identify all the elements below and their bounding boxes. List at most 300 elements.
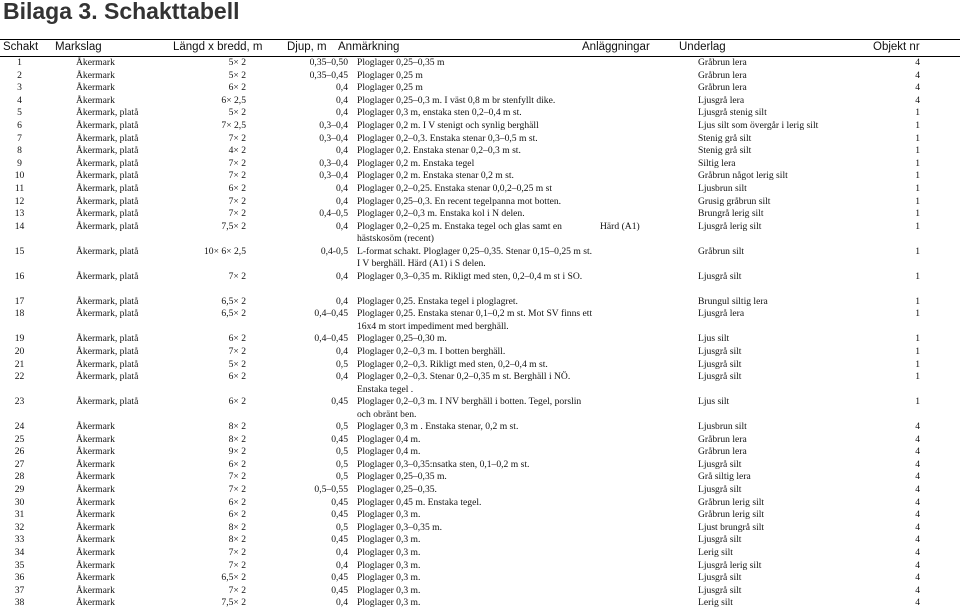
table-row — [0, 271, 960, 296]
row-djup: 0,45 — [331, 396, 348, 408]
row-number: 10 — [14, 170, 25, 182]
row-markslag: Åkermark — [76, 471, 115, 483]
row-markslag: Åkermark — [76, 509, 115, 521]
row-underlag: Ljusgrå silt — [698, 358, 742, 370]
header-objekt: Objekt nr — [873, 41, 920, 53]
row-langd: 6,5× 2 — [221, 572, 246, 584]
table-row — [0, 572, 960, 585]
row-markslag: Åkermark — [76, 69, 115, 81]
row-anmarkning: Ploglager 0,2–0,25. Enstaka stenar 0,0,2–0,25 m st — [357, 182, 553, 194]
row-djup: 0,5 — [336, 471, 348, 483]
row-objekt: 1 — [915, 345, 920, 357]
row-markslag: Åkermark, platå — [76, 308, 139, 320]
row-underlag: Ljusgrå lera — [698, 308, 745, 320]
row-djup: 0,5 — [336, 521, 348, 533]
row-markslag: Åkermark, platå — [76, 270, 139, 282]
row-anmarkning: Ploglager 0,4 m. — [357, 433, 421, 445]
row-anmarkning: Ploglager 0,3 m. — [357, 597, 421, 609]
row-langd: 6× 2 — [228, 509, 246, 521]
row-djup: 0,4 — [336, 270, 348, 282]
row-underlag: Ljusgrå silt — [698, 345, 742, 357]
row-anmarkning: Ploglager 0,3 m. — [357, 559, 421, 571]
table-row — [0, 346, 960, 359]
row-number: 27 — [14, 458, 25, 470]
row-langd: 7× 2 — [228, 270, 246, 282]
table-row — [0, 196, 960, 209]
row-number: 5 — [17, 107, 22, 119]
row-number: 12 — [14, 195, 25, 207]
row-langd: 7× 2 — [228, 170, 246, 182]
row-objekt: 4 — [915, 484, 920, 496]
row-langd: 7× 2 — [228, 208, 246, 220]
table-row — [0, 534, 960, 547]
row-markslag: Åkermark — [76, 484, 115, 496]
table-row — [0, 547, 960, 560]
row-langd: 6× 2 — [228, 496, 246, 508]
row-objekt: 1 — [915, 157, 920, 169]
row-markslag: Åkermark, platå — [76, 295, 139, 307]
row-djup: 0,4 — [336, 145, 348, 157]
row-number: 28 — [14, 471, 25, 483]
row-number: 22 — [14, 371, 25, 383]
row-number: 37 — [14, 584, 25, 596]
row-number: 6 — [17, 119, 22, 131]
row-anmarkning: Ploglager 0,3–0,35:nsatka sten, 0,1–0,2 m st. — [357, 458, 530, 470]
row-underlag: Ljusbrun silt — [698, 182, 747, 194]
table-row — [0, 396, 960, 421]
row-number: 30 — [14, 496, 25, 508]
table-body — [0, 57, 960, 610]
row-objekt: 4 — [915, 421, 920, 433]
row-underlag: Ljus silt — [698, 396, 730, 408]
row-djup: 0,5 — [336, 458, 348, 470]
row-number: 17 — [14, 295, 25, 307]
table-row — [0, 359, 960, 372]
row-anmarkning: Ploglager 0,3 m, enstaka sten 0,2–0,4 m st. — [357, 107, 522, 119]
row-anmarkning: Ploglager 0,25. Enstaka stenar 0,1–0,2 m st. Mot SV finns ett 16x4 m stort impediment med berghäll. — [357, 308, 593, 332]
row-markslag: Åkermark — [76, 82, 115, 94]
row-objekt: 4 — [915, 572, 920, 584]
header-anlaggningar: Anläggningar — [582, 41, 650, 53]
row-anmarkning: Ploglager 0,45 m. Enstaka tegel. — [357, 496, 482, 508]
row-langd: 6× 2,5 — [221, 94, 246, 106]
row-djup: 0,4 — [336, 547, 348, 559]
row-djup: 0,3–0,4 — [319, 157, 348, 169]
row-underlag: Lerig silt — [698, 547, 733, 559]
row-markslag: Åkermark — [76, 559, 115, 571]
row-markslag: Åkermark — [76, 584, 115, 596]
row-underlag: Gråbrun lera — [698, 82, 747, 94]
row-langd: 7× 2 — [228, 559, 246, 571]
row-number: 26 — [14, 446, 25, 458]
row-anmarkning: Ploglager 0,25–0,35. — [357, 484, 437, 496]
table-row — [0, 522, 960, 535]
table-row — [0, 57, 960, 70]
row-djup: 0,4–0,5 — [319, 208, 348, 220]
row-anmarkning: Ploglager 0,2–0,3 m. I botten berghäll. — [357, 345, 506, 357]
row-langd: 7× 2 — [228, 195, 246, 207]
row-markslag: Åkermark, platå — [76, 182, 139, 194]
row-anmarkning: Ploglager 0,25 m — [357, 69, 423, 81]
row-langd: 7× 2 — [228, 484, 246, 496]
row-djup: 0,4 — [336, 597, 348, 609]
row-number: 34 — [14, 547, 25, 559]
row-anmarkning: Ploglager 0,2–0,3 m. I NV berghäll i botten. Tegel, porslin och obränt ben. — [357, 396, 582, 420]
row-djup: 0,4 — [336, 182, 348, 194]
row-djup: 0,5 — [336, 446, 348, 458]
row-djup: 0,5 — [336, 358, 348, 370]
table-row — [0, 208, 960, 221]
row-underlag: Grå siltig lera — [698, 471, 751, 483]
row-langd: 6,5× 2 — [221, 295, 246, 307]
row-objekt: 1 — [915, 195, 920, 207]
row-langd: 5× 2 — [228, 57, 246, 68]
table-row — [0, 484, 960, 497]
row-markslag: Åkermark — [76, 94, 115, 106]
row-anmarkning: Ploglager 0,2 m. Enstaka stenar 0,2 m st. — [357, 170, 514, 182]
row-objekt: 4 — [915, 496, 920, 508]
row-djup: 0,4 — [336, 195, 348, 207]
row-underlag: Ljus silt — [698, 333, 730, 345]
table-row — [0, 107, 960, 120]
row-markslag: Åkermark, platå — [76, 119, 139, 131]
row-anmarkning: Ploglager 0,2–0,3. Enstaka stenar 0,3–0,5 m st. — [357, 132, 538, 144]
table-row — [0, 120, 960, 133]
row-markslag: Åkermark, platå — [76, 145, 139, 157]
table-row — [0, 221, 960, 246]
row-objekt: 4 — [915, 509, 920, 521]
row-djup: 0,4 — [336, 220, 348, 232]
row-markslag: Åkermark, platå — [76, 245, 139, 257]
row-anmarkning: Ploglager 0,2–0,3 m. Enstaka kol i N delen. — [357, 208, 525, 220]
row-langd: 6× 2 — [228, 371, 246, 383]
row-langd: 8× 2 — [228, 534, 246, 546]
row-objekt: 4 — [915, 547, 920, 559]
row-underlag: Gråbrun lera — [698, 57, 747, 68]
row-langd: 8× 2 — [228, 421, 246, 433]
row-number: 29 — [14, 484, 25, 496]
row-underlag: Ljus silt som övergår i lerig silt — [698, 119, 819, 131]
row-underlag: Ljusgrå silt — [698, 458, 742, 470]
table-row — [0, 158, 960, 171]
row-langd: 7× 2 — [228, 584, 246, 596]
row-langd: 6× 2 — [228, 182, 246, 194]
row-djup: 0,3–0,4 — [319, 132, 348, 144]
row-number: 25 — [14, 433, 25, 445]
table-row — [0, 82, 960, 95]
row-objekt: 1 — [915, 182, 920, 194]
row-objekt: 4 — [915, 559, 920, 571]
row-djup: 0,4 — [336, 371, 348, 383]
row-objekt: 1 — [915, 220, 920, 232]
row-langd: 4× 2 — [228, 145, 246, 157]
row-objekt: 4 — [915, 57, 920, 68]
row-number: 9 — [17, 157, 22, 169]
row-underlag: Ljusgrå lerig silt — [698, 559, 762, 571]
row-anmarkning: Ploglager 0,2 m. I V stenigt och synlig berghäll — [357, 119, 539, 131]
row-markslag: Åkermark — [76, 421, 115, 433]
row-markslag: Åkermark — [76, 458, 115, 470]
row-anmarkning: Ploglager 0,25–0,35 m — [357, 57, 445, 68]
row-langd: 7,5× 2 — [221, 220, 246, 232]
row-number: 2 — [17, 69, 22, 81]
row-djup: 0,5 — [336, 421, 348, 433]
row-anmarkning: Ploglager 0,2–0,3. Stenar 0,2–0,35 m st. Berghäll i NÖ. Enstaka tegel . — [357, 371, 571, 395]
row-djup: 0,4 — [336, 82, 348, 94]
row-anmarkning: Ploglager 0,3 m . Enstaka stenar, 0,2 m st. — [357, 421, 519, 433]
row-objekt: 4 — [915, 94, 920, 106]
row-underlag: Ljust brungrå silt — [698, 521, 765, 533]
row-underlag: Stenig grå silt — [698, 145, 752, 157]
row-objekt: 1 — [915, 396, 920, 408]
row-langd: 9× 2 — [228, 446, 246, 458]
row-number: 35 — [14, 559, 25, 571]
row-djup: 0,35–0,50 — [309, 57, 348, 68]
row-objekt: 1 — [915, 308, 920, 320]
row-anmarkning: Ploglager 0,25–0,3 m. I väst 0,8 m br stenfyllt dike. — [357, 94, 556, 106]
row-objekt: 4 — [915, 69, 920, 81]
row-langd: 7× 2 — [228, 547, 246, 559]
row-langd: 7× 2 — [228, 471, 246, 483]
table-row — [0, 371, 960, 396]
row-djup: 0,45 — [331, 509, 348, 521]
row-underlag: Ljusgrå silt — [698, 371, 742, 383]
row-anmarkning: Ploglager 0,2 m. Enstaka tegel — [357, 157, 475, 169]
table-row — [0, 497, 960, 510]
row-underlag: Grusig gråbrun silt — [698, 195, 771, 207]
row-objekt: 1 — [915, 270, 920, 282]
row-langd: 7× 2 — [228, 132, 246, 144]
row-underlag: Ljusgrå silt — [698, 534, 742, 546]
table-row — [0, 95, 960, 108]
row-djup: 0,45 — [331, 584, 348, 596]
row-number: 31 — [14, 509, 25, 521]
row-djup: 0,45 — [331, 496, 348, 508]
row-anmarkning: Ploglager 0,25 m — [357, 82, 423, 94]
row-djup: 0,45 — [331, 534, 348, 546]
row-anmarkning: Ploglager 0,2–0,25 m. Enstaka tegel och glas samt en hästskosöm (recent) — [357, 220, 562, 245]
row-objekt: 1 — [915, 132, 920, 144]
row-djup: 0,4 — [336, 345, 348, 357]
row-number: 8 — [17, 145, 22, 157]
row-anmarkning: Ploglager 0,3 m. — [357, 572, 421, 584]
row-langd: 5× 2 — [228, 69, 246, 81]
row-number: 13 — [14, 208, 25, 220]
row-number: 36 — [14, 572, 25, 584]
table-row — [0, 560, 960, 573]
page-title: Bilaga 3. Schakttabell — [3, 0, 240, 24]
row-objekt: 4 — [915, 534, 920, 546]
row-anmarkning: Ploglager 0,3–0,35 m. Rikligt med sten, 0,2–0,4 m st i SO. — [357, 270, 583, 282]
row-number: 20 — [14, 345, 25, 357]
row-djup: 0,35–0,45 — [309, 69, 348, 81]
row-markslag: Åkermark, platå — [76, 345, 139, 357]
row-objekt: 1 — [915, 371, 920, 383]
row-objekt: 4 — [915, 446, 920, 458]
row-objekt: 4 — [915, 521, 920, 533]
row-markslag: Åkermark, platå — [76, 107, 139, 119]
header-anmarkning: Anmärkning — [338, 41, 400, 53]
row-markslag: Åkermark — [76, 433, 115, 445]
row-objekt: 4 — [915, 458, 920, 470]
row-number: 3 — [17, 82, 22, 94]
row-number: 19 — [14, 333, 25, 345]
row-langd: 7× 2 — [228, 345, 246, 357]
row-djup: 0,4 — [336, 107, 348, 119]
header-underlag: Underlag — [679, 41, 726, 53]
row-number: 38 — [14, 597, 25, 609]
row-langd: 10× 6× 2,5 — [203, 245, 246, 257]
row-objekt: 1 — [915, 358, 920, 370]
row-objekt: 4 — [915, 584, 920, 596]
row-anmarkning: Ploglager 0,3 m. — [357, 584, 421, 596]
header-schakt: Schakt — [3, 41, 39, 53]
row-underlag: Ljusgrå silt — [698, 584, 742, 596]
table-row — [0, 170, 960, 183]
row-markslag: Åkermark — [76, 57, 115, 68]
row-underlag: Ljusgrå silt — [698, 484, 742, 496]
row-djup: 0,45 — [331, 433, 348, 445]
row-djup: 0,3–0,4 — [319, 170, 348, 182]
table-row — [0, 434, 960, 447]
table-row — [0, 70, 960, 83]
row-djup: 0,4–0,45 — [314, 333, 348, 345]
row-objekt: 1 — [915, 170, 920, 182]
row-number: 32 — [14, 521, 25, 533]
row-djup: 0,45 — [331, 572, 348, 584]
row-markslag: Åkermark, platå — [76, 333, 139, 345]
row-underlag: Ljusgrå stenig silt — [698, 107, 767, 119]
row-objekt: 1 — [915, 208, 920, 220]
row-number: 33 — [14, 534, 25, 546]
row-djup: 0,3–0,4 — [319, 119, 348, 131]
row-objekt: 1 — [915, 245, 920, 257]
row-langd: 7,5× 2 — [221, 597, 246, 609]
row-underlag: Gråbrun silt — [698, 245, 745, 257]
row-djup: 0,4-0,5 — [320, 245, 348, 257]
row-markslag: Åkermark — [76, 446, 115, 458]
row-anmarkning: Ploglager 0,3 m. — [357, 534, 421, 546]
row-langd: 8× 2 — [228, 521, 246, 533]
row-anmarkning: Ploglager 0,3 m. — [357, 509, 421, 521]
table-row — [0, 308, 960, 333]
table-row — [0, 246, 960, 271]
row-objekt: 4 — [915, 597, 920, 609]
row-objekt: 1 — [915, 119, 920, 131]
row-underlag: Brungrå lerig silt — [698, 208, 764, 220]
row-markslag: Åkermark, platå — [76, 371, 139, 383]
row-anmarkning: Ploglager 0,4 m. — [357, 446, 421, 458]
row-number: 4 — [17, 94, 22, 106]
row-underlag: Brungul siltig lera — [698, 295, 768, 307]
row-number: 15 — [14, 245, 25, 257]
row-markslag: Åkermark, platå — [76, 157, 139, 169]
row-number: 18 — [14, 308, 25, 320]
row-markslag: Åkermark — [76, 547, 115, 559]
table-row — [0, 459, 960, 472]
row-objekt: 1 — [915, 333, 920, 345]
row-anmarkning: Ploglager 0,25–0,35 m. — [357, 471, 447, 483]
row-number: 16 — [14, 270, 25, 282]
row-markslag: Åkermark, platå — [76, 396, 139, 408]
row-underlag: Gråbrun lerig silt — [698, 496, 765, 508]
table-row — [0, 585, 960, 598]
row-djup: 0,4–0,45 — [314, 308, 348, 320]
row-number: 14 — [14, 220, 25, 232]
row-underlag: Ljusgrå lerig silt — [698, 220, 762, 232]
row-underlag: Lerig silt — [698, 597, 733, 609]
table-row — [0, 133, 960, 146]
row-underlag: Ljusgrå silt — [698, 572, 742, 584]
row-underlag: Siltig lera — [698, 157, 736, 169]
row-markslag: Åkermark — [76, 597, 115, 609]
row-markslag: Åkermark — [76, 572, 115, 584]
row-anmarkning: Ploglager 0,25. Enstaka tegel i ploglagret. — [357, 295, 518, 307]
row-number: 24 — [14, 421, 25, 433]
row-number: 21 — [14, 358, 25, 370]
row-langd: 6× 2 — [228, 396, 246, 408]
table-row — [0, 333, 960, 346]
row-number: 23 — [14, 396, 25, 408]
table-row — [0, 421, 960, 434]
header-djup: Djup, m — [287, 41, 327, 53]
row-langd: 5× 2 — [228, 358, 246, 370]
row-langd: 7× 2,5 — [221, 119, 246, 131]
row-anmarkning: L-format schakt. Ploglager 0,25–0,35. Stenar 0,15–0,25 m st. I V berghäll. Härd (A1) i S delen. — [357, 245, 593, 270]
row-anmarkning: Ploglager 0,2–0,3. Rikligt med sten, 0,2–0,4 m st. — [357, 358, 548, 370]
row-langd: 8× 2 — [228, 433, 246, 445]
row-objekt: 1 — [915, 145, 920, 157]
row-markslag: Åkermark — [76, 521, 115, 533]
row-underlag: Gråbrun lerig silt — [698, 509, 765, 521]
header-langd: Längd x bredd, m — [173, 41, 263, 53]
row-langd: 6× 2 — [228, 333, 246, 345]
row-underlag: Gråbrun något lerig silt — [698, 170, 788, 182]
row-objekt: 4 — [915, 433, 920, 445]
table-row — [0, 296, 960, 309]
row-djup: 0,4 — [336, 295, 348, 307]
row-anmarkning: Ploglager 0,25–0,30 m. — [357, 333, 447, 345]
table-row — [0, 183, 960, 196]
row-markslag: Åkermark, platå — [76, 195, 139, 207]
row-langd: 5× 2 — [228, 107, 246, 119]
row-anmarkning: Ploglager 0,2. Enstaka stenar 0,2–0,3 m st. — [357, 145, 521, 157]
row-objekt: 4 — [915, 82, 920, 94]
row-underlag: Ljusgrå silt — [698, 270, 742, 282]
row-langd: 7× 2 — [228, 157, 246, 169]
row-markslag: Åkermark — [76, 534, 115, 546]
row-djup: 0,5–0,55 — [314, 484, 348, 496]
header-markslag: Markslag — [55, 41, 102, 53]
row-markslag: Åkermark, platå — [76, 220, 139, 232]
row-number: 1 — [17, 57, 22, 68]
row-markslag: Åkermark, platå — [76, 208, 139, 220]
row-langd: 6× 2 — [228, 458, 246, 470]
row-markslag: Åkermark, platå — [76, 170, 139, 182]
row-underlag: Ljusbrun silt — [698, 421, 747, 433]
row-underlag: Gråbrun lera — [698, 446, 747, 458]
table-row — [0, 509, 960, 522]
row-objekt: 1 — [915, 107, 920, 119]
row-djup: 0,4 — [336, 559, 348, 571]
row-underlag: Ljusgrå lera — [698, 94, 745, 106]
row-langd: 6× 2 — [228, 82, 246, 94]
row-markslag: Åkermark, platå — [76, 132, 139, 144]
row-underlag: Stenig grå silt — [698, 132, 752, 144]
row-number: 11 — [14, 182, 25, 194]
row-markslag: Åkermark, platå — [76, 358, 139, 370]
row-underlag: Gråbrun lera — [698, 69, 747, 81]
